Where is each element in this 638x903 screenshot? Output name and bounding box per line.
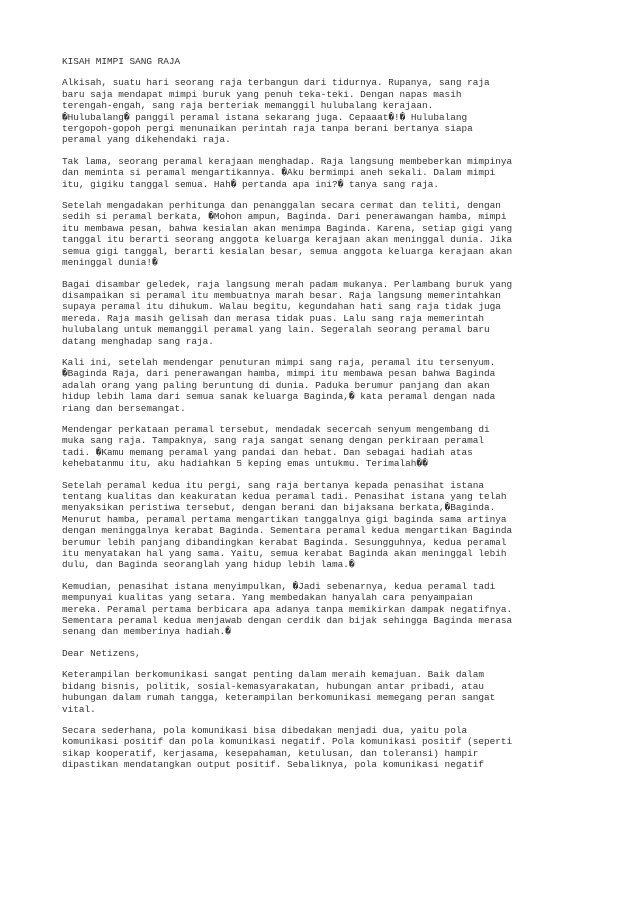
paragraph-line: Dear Netizens, xyxy=(62,647,141,659)
paragraph-line: vital. xyxy=(62,703,96,715)
paragraph-line: hidup lebih lama dari semua sanak keluarga Baginda,� kata peramal dengan nada xyxy=(62,391,496,403)
paragraph-line: Kali ini, setelah mendengar penuturan mimpi sang raja, peramal itu tersenyum. xyxy=(62,356,496,368)
paragraph-line: tadi. �Kamu memang peramal yang pandai dan hebat. Dan sebagai hadiah atas xyxy=(62,446,473,458)
paragraph-line: Menurut hamba, peramal pertama mengartikan tanggalnya gigi baginda sama artinya xyxy=(62,513,507,525)
paragraph-line: itu membawa pesan, bahwa kesialan akan menimpa Baginda. Karena, setiap gigi yang xyxy=(62,222,513,234)
paragraph-line: mereda. Raja masih gelisah dan merasa tidak puas. Lalu sang raja memerintah xyxy=(62,312,484,324)
paragraph-line: komunikasi positif dan pola komunikasi negatif. Pola komunikasi positif (seperti xyxy=(62,736,513,748)
paragraph-line: dulu, dan Baginda seoranglah yang hidup lebih lama.� xyxy=(62,559,355,571)
paragraph-line: senang dan memberinya hadiah.� xyxy=(62,626,231,638)
paragraph xyxy=(62,480,582,571)
paragraph-line: disampaikan si peramal itu membuatnya marah besar. Raja langsung memerintahkan xyxy=(62,289,501,301)
paragraph-line: itu menyatakan hal yang sama. Yaitu, semua kerabat Baginda akan meninggal lebih xyxy=(62,548,507,560)
paragraph-line: tanggal itu berarti seorang anggota keluarga kerajaan akan meninggal dunia. Jika xyxy=(62,234,513,246)
paragraph-line: bidang bisnis, politik, sosial-kemasyarakatan, hubungan antar pribadi, atau xyxy=(62,680,484,692)
paragraph-line: muka sang raja. Tampaknya, sang raja sangat senang dengan perkiraan peramal xyxy=(62,435,484,447)
story-title: KISAH MIMPI SANG RAJA xyxy=(62,56,181,67)
paragraph-line: dipastikan mendatangkan output positif. Sebaliknya, pola komunikasi negatif xyxy=(62,759,484,771)
paragraph-line: Bagai disambar geledek, raja langsung merah padam mukanya. Perlambang buruk yang xyxy=(62,278,513,290)
paragraph-line: Sementara peramal kedua menjawab dengan cerdik dan bijak sehingga Baginda merasa xyxy=(62,615,513,627)
paragraph-line: �Baginda Raja, dari penerawangan hamba, mimpi itu membawa pesan bahwa Baginda xyxy=(62,368,496,380)
paragraph-line: tentang kualitas dan keakuratan kedua peramal tadi. Penasihat istana yang telah xyxy=(62,491,507,502)
paragraph xyxy=(62,77,582,145)
paragraph-line: sedih si peramal berkata, �Mohon ampun, Baginda. Dari penerawangan hamba, mimpi xyxy=(62,211,507,223)
paragraph-line: hubungan dalam rumah tangga, keterampilan berkomunikasi memegang peran sangat xyxy=(62,692,496,704)
paragraph xyxy=(62,279,582,347)
paragraph-line: Secara sederhana, pola komunikasi bisa dibedakan menjadi dua, yaitu pola xyxy=(62,724,468,736)
paragraph-line: meninggal dunia!� xyxy=(62,257,158,269)
paragraph-line: menyaksikan peristiwa tersebut, dengan berani dan bijaksana berkata,�Baginda. xyxy=(62,502,496,514)
paragraph-line: �Hulubalang� panggil peramal istana sekarang juga. Cepaaat�!� Hulubalang xyxy=(62,111,468,123)
story-body xyxy=(62,77,582,770)
paragraph xyxy=(62,156,582,190)
paragraph-line: hulubalang untuk memanggil peramal yang lain. Segeralah seorang peramal baru xyxy=(62,324,490,336)
paragraph-line: dengan meninggalnya kerabat Baginda. Sementara peramal kedua mengartikan Baginda xyxy=(62,525,513,537)
paragraph-line: datang menghadap sang raja. xyxy=(62,335,214,347)
paragraph-line: Tak lama, seorang peramal kerajaan menghadap. Raja langsung membeberkan mimpinya xyxy=(62,155,513,167)
paragraph xyxy=(62,669,582,715)
paragraph-line: terengah-engah, sang raja berteriak memanggil hulubalang kerajaan. xyxy=(62,100,434,112)
paragraph-line: Mendengar perkataan peramal tersebut, mendadak secercah senyum mengembang di xyxy=(62,423,490,435)
paragraph-line: Alkisah, suatu hari seorang raja terbangun dari tidurnya. Rupanya, sang raja xyxy=(62,77,490,89)
document-page xyxy=(62,56,582,781)
paragraph-line: semua gigi tanggal, berarti kesialan besar, semua anggota keluarga kerajaan akan xyxy=(62,245,513,257)
paragraph-line: itu, gigiku tanggal semua. Hah� pertanda apa ini?� tanya sang raja. xyxy=(62,178,439,190)
paragraph xyxy=(62,648,582,659)
paragraph-line: Keterampilan berkomunikasi sangat penting dalam meraih kemajuan. Baik dalam xyxy=(62,669,484,681)
paragraph-line: adalah orang yang paling beruntung di dunia. Paduka berumur panjang dan akan xyxy=(62,379,490,391)
paragraph-line: Setelah mengadakan perhitunga dan penanggalan secara cermat dan teliti, dengan xyxy=(62,200,501,212)
paragraph xyxy=(62,725,582,771)
paragraph xyxy=(62,424,582,470)
paragraph xyxy=(62,357,582,414)
paragraph-line: berumur lebih panjang dibandingkan kerabat Baginda. Sesungguhnya, kedua peramal xyxy=(62,536,507,548)
paragraph xyxy=(62,200,582,268)
paragraph-line: dan meminta si peramal mengartikannya. �Aku bermimpi aneh sekali. Dalam mimpi xyxy=(62,167,496,179)
paragraph-line: kehebatanmu itu, aku hadiahkan 5 keping emas untukmu. Terimalah�� xyxy=(62,458,428,470)
paragraph-line: baru saja mendapat mimpi buruk yang penuh teka-teki. Dengan napas masih xyxy=(62,88,462,100)
paragraph-line: Setelah peramal kedua itu pergi, sang raja bertanya kepada penasihat istana xyxy=(62,479,484,491)
paragraph xyxy=(62,581,582,638)
paragraph-line: mempunyai kualitas yang setara. Yang membedakan hanyalah cara penyampaian xyxy=(62,592,473,604)
paragraph-line: riang dan bersemangat. xyxy=(62,402,186,414)
paragraph-line: sikap kooperatif, kerjasama, kesepahaman, ketulusan, dan toleransi) hampir xyxy=(62,747,479,759)
paragraph-line: tergopoh-gopoh pergi menunaikan perintah raja tanpa berani bertanya siapa xyxy=(62,123,473,135)
paragraph-line: mereka. Peramal pertama berbicara apa adanya tanpa memikirkan dampak negatifnya. xyxy=(62,603,513,615)
paragraph-line: peramal yang dikehendaki raja. xyxy=(62,134,231,146)
paragraph-line: supaya peramal itu dihukum. Walau begitu, kegundahan hati sang raja tidak juga xyxy=(62,301,501,313)
paragraph-line: Kemudian, penasihat istana menyimpulkan, �Jadi sebenarnya, kedua peramal tadi xyxy=(62,580,496,592)
